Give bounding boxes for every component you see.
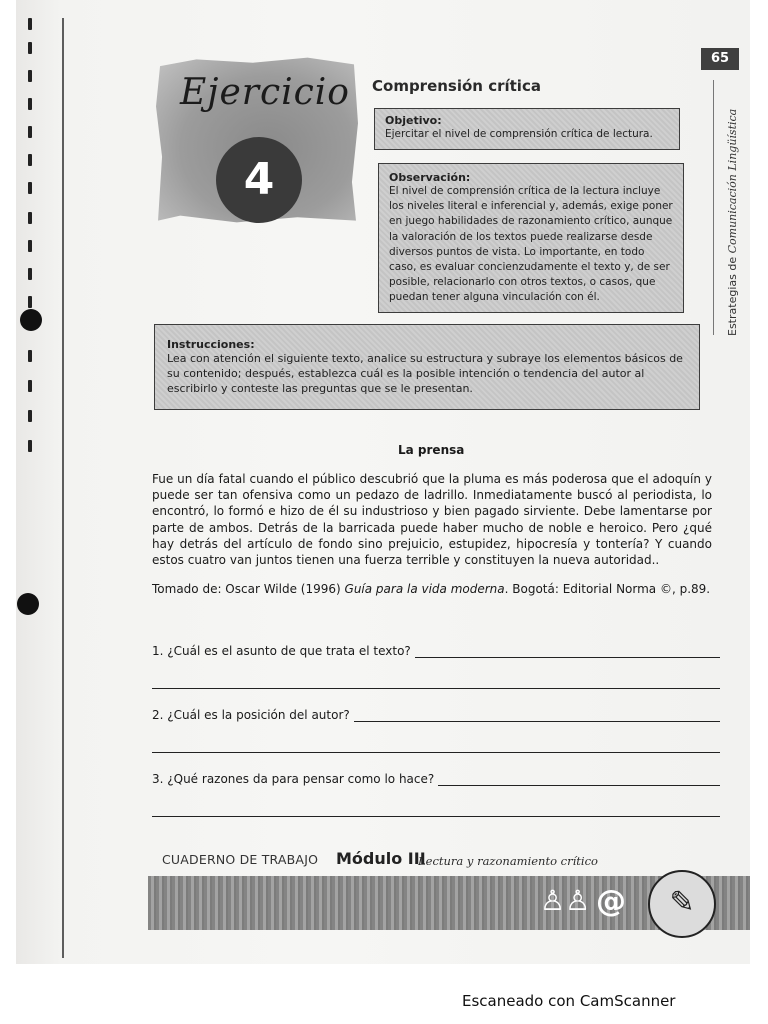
binding-mark xyxy=(28,182,32,194)
reading-paragraph: Fue un día fatal cuando el público descubrió que la pluma es más poderosa que el adoquín y puede ser tan ofensiva como un pedazo de ladrillo. Inmediatamente buscó al periodista, lo encontró, lo formó e hizo de él su industrioso y bien pagado sirviente. Debe lamentarse por parte de ambos. Detrás de la barricada puede haber mucho de noble e heroico. Pero ¿qué hay detrás del artículo de fondo sino prejuicio, estupidez, hipocresía y tontería? Y cuando estos cuatro van juntos tienen una fuerza terrible y constituyen la nueva autoridad.. xyxy=(152,472,712,568)
question-1-text: 1. ¿Cuál es el asunto de que trata el texto? xyxy=(152,644,411,658)
margin-line xyxy=(62,18,64,958)
binding-mark xyxy=(28,212,32,224)
question-2 xyxy=(152,708,720,722)
binding-mark xyxy=(28,440,32,452)
answer-line[interactable] xyxy=(152,752,720,753)
question-2-text: 2. ¿Cuál es la posición del autor? xyxy=(152,708,350,722)
objetivo-label: Objetivo: xyxy=(385,114,442,127)
answer-line[interactable] xyxy=(152,688,720,689)
footer-subtitle: Lectura y razonamiento crítico xyxy=(418,854,598,868)
binding-mark xyxy=(28,18,32,30)
footer-module: Módulo III xyxy=(336,849,426,868)
reader-icon: ✎ xyxy=(648,870,716,938)
objetivo-text: Ejercitar el nivel de comprensión crítica de lectura. xyxy=(385,128,653,140)
exercise-number: 4 xyxy=(216,137,302,223)
punch-hole xyxy=(20,309,42,331)
binding-mark xyxy=(28,380,32,392)
binding-mark xyxy=(28,240,32,252)
binding-mark xyxy=(28,70,32,82)
source-prefix: Tomado de: Oscar Wilde (1996) xyxy=(152,582,345,596)
binding-mark xyxy=(28,350,32,362)
instrucciones-box xyxy=(154,324,700,410)
observacion-text: El nivel de comprensión crítica de la lectura incluye los niveles literal e inferencial y, además, exige poner en juego habilidades de razonamiento crítico, aunque la valoración de los textos puede realizarse desde diversos puntos de vista. Lo importante, en todo caso, es evaluar concienzudamente el texto y, de ser posible, relacionarlo con otros textos, o casos, que puedan tener alguna vinculación con él. xyxy=(389,185,673,304)
question-3 xyxy=(152,772,720,786)
binding-mark xyxy=(28,126,32,138)
instrucciones-label: Instrucciones: xyxy=(167,338,255,351)
side-rule xyxy=(713,80,714,335)
side-strip-prefix: Estrategias de xyxy=(726,256,739,336)
page-number: 65 xyxy=(701,48,739,70)
exercise-badge-title: Ejercicio xyxy=(180,72,350,113)
binding-mark xyxy=(28,42,32,54)
punch-hole xyxy=(17,593,39,615)
question-3-text: 3. ¿Qué razones da para pensar como lo hace? xyxy=(152,772,435,786)
camscanner-watermark: Escaneado con CamScanner xyxy=(462,992,676,1010)
observacion-box xyxy=(378,163,684,313)
instrucciones-text: Lea con atención el siguiente texto, analice su estructura y subraye los elementos básicos de su contenido; después, establezca cuál es la posible intención o tendencia del autor al escribirlo y conteste las preguntas que se le presentan. xyxy=(167,352,683,395)
binding-mark xyxy=(28,154,32,166)
section-title: Comprensión crítica xyxy=(372,77,541,95)
side-strip-script: Comunicación Lingüística xyxy=(726,108,739,254)
source-suffix: . Bogotá: Editorial Norma ©, p.89. xyxy=(504,582,711,596)
binding-mark xyxy=(28,410,32,422)
side-strip xyxy=(726,109,739,336)
answer-line[interactable] xyxy=(354,708,720,722)
answer-line[interactable] xyxy=(438,772,720,786)
reading-source xyxy=(152,582,722,596)
objetivo-box xyxy=(374,108,680,150)
question-1 xyxy=(152,644,720,658)
answer-line[interactable] xyxy=(152,816,720,817)
observacion-label: Observación: xyxy=(389,171,471,184)
source-title: Guía para la vida moderna xyxy=(344,582,505,596)
answer-line[interactable] xyxy=(415,644,720,658)
reading-title: La prensa xyxy=(398,443,465,457)
binding-mark xyxy=(28,296,32,308)
binding-mark xyxy=(28,268,32,280)
at-icon: @ xyxy=(596,884,626,919)
people-icon: ♙♙ xyxy=(540,884,591,917)
footer-workbook-label: CUADERNO DE TRABAJO xyxy=(162,852,319,867)
binding-mark xyxy=(28,98,32,110)
